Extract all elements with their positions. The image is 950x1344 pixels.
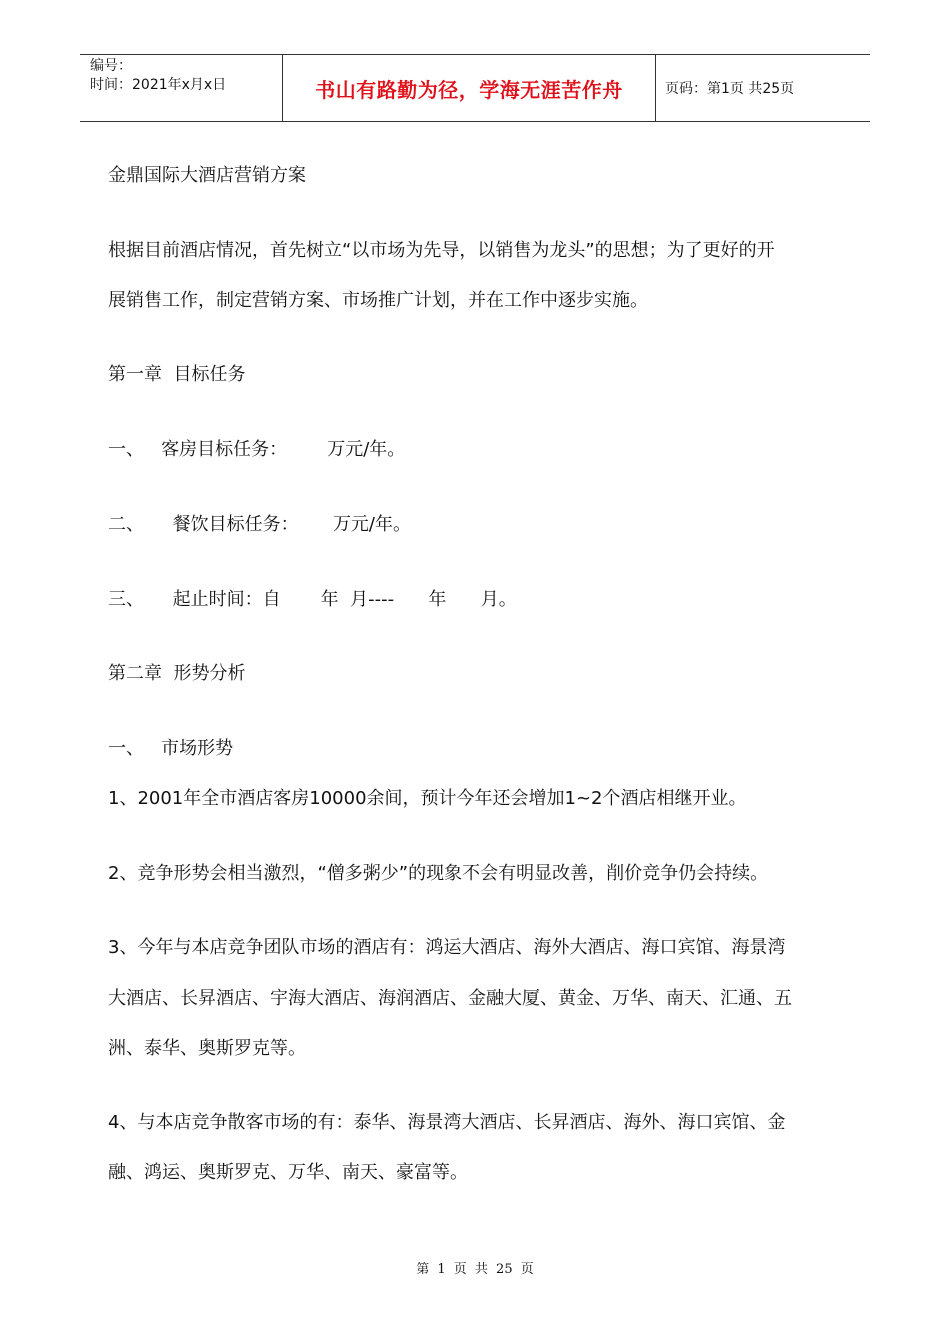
document-number-label: 编号： [90, 58, 132, 74]
target-dining: 二、 餐饮目标任务： 万元/年。 [108, 514, 412, 535]
intro-line-2: 展销售工作，制定营销方案、市场推广计划，并在工作中逐步实施。 [108, 290, 648, 311]
page-footer: 第 1 页 共 25 页 [416, 1262, 534, 1277]
market-point-3-line-1: 3、今年与本店竞争团队市场的酒店有：鸿运大酒店、海外大酒店、海口宾馆、海景湾 [108, 937, 786, 958]
section-market-heading: 一、 市场形势 [108, 738, 234, 759]
market-point-2: 2、竞争形势会相当激烈，“僧多粥少”的现象不会有明显改善，削价竞争仍会持续。 [108, 863, 769, 884]
market-point-1: 1、2001年全市酒店客房10000余间，预计今年还会增加1~2个酒店相继开业。 [108, 788, 747, 809]
target-period: 三、 起止时间：自 年 月---- 年 月。 [108, 589, 517, 610]
market-point-3-line-3: 洲、泰华、奥斯罗克等。 [108, 1038, 306, 1059]
target-rooms: 一、 客房目标任务： 万元/年。 [108, 439, 406, 460]
chapter-1-heading: 第一章 目标任务 [108, 364, 246, 385]
chapter-2-heading: 第二章 形势分析 [108, 663, 246, 684]
market-point-4-line-2: 融、鸿运、奥斯罗克、万华、南天、豪富等。 [108, 1162, 468, 1183]
header-page-info: 页码：第1页 共25页 [665, 81, 795, 97]
intro-line-1: 根据目前酒店情况，首先树立“以市场为先导，以销售为龙头”的思想；为了更好的开 [108, 240, 775, 261]
document-title: 金鼎国际大酒店营销方案 [108, 165, 306, 186]
market-point-3-line-2: 大酒店、长昇酒店、宇海大酒店、海润酒店、金融大厦、黄金、万华、南天、汇通、五 [108, 988, 792, 1009]
header-motto: 书山有路勤为径，学海无涯苦作舟 [282, 55, 656, 121]
header-meta [80, 55, 282, 121]
page-header [80, 54, 870, 122]
document-date: 时间：2021年x月x日 [90, 77, 227, 93]
market-point-4-line-1: 4、与本店竞争散客市场的有：泰华、海景湾大酒店、长昇酒店、海外、海口宾馆、金 [108, 1112, 786, 1133]
